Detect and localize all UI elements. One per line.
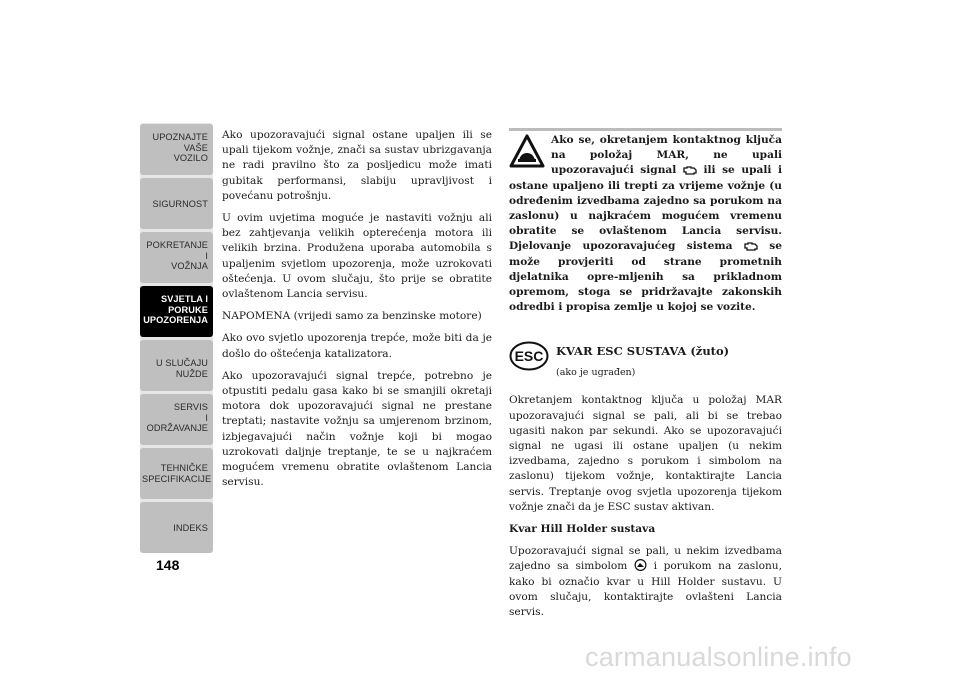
hill-holder-heading: Kvar Hill Holder sustava (509, 523, 656, 536)
warning-triangle-icon (509, 133, 545, 171)
paragraph-driving-conditions: U ovim uvjetima moguće je nastaviti vožnju ali bez zahtjevanja velikih opterećenja motora ili velikih brzina. Produžena uporaba automobila s upaljenim svjetlom upozorenja, može uzrokovati oštećenja. U ovom slučaju, što prije se obratite ovlaštenom Lancia servisu. (222, 212, 492, 301)
sidebar-tab-upoznajte-vaše-vozilo[interactable] (140, 124, 213, 175)
svg-text:ESC: ESC (514, 348, 544, 365)
sidebar-tab-label: VAŠE (183, 142, 208, 153)
page-number: 148 (156, 557, 180, 573)
sidebar-tab-label: PORUKE (168, 304, 208, 315)
sidebar-tab-label: INDEKS (173, 523, 208, 533)
left-column (222, 128, 492, 497)
esc-section-header (509, 341, 782, 393)
sidebar-tab-label: SIGURNOST (152, 199, 208, 209)
paragraph-injection-warning: Ako upozoravajući signal ostane upaljen ili se upali tijekom vožnje, znači sa sustav ubrizgavanja ne radi pravilno što za posljedicu može imati gubitak performansi, slabiju upravljivost i povećanu potrošnju. (222, 129, 492, 202)
sidebar-tab-label: VOŽNJA (171, 261, 208, 271)
paragraph-catalyst: Ako ovo svjetlo upozorenja trepće, može biti da je došlo do oštećenja katalizatora. (222, 332, 492, 360)
paragraph-esc-description: Okretanjem kontaktnog ključa u položaj MAR upozoravajući signal se pali, ali bi se trebao ugasiti nakon par sekundi. Ako se upozoravajući signal ne ugasi ili ostane upaljen (u nekim izvedbama, zajedno s porukom i simbolom na zaslonu) tijekom vožnje, kontaktirajte Lancia servis. Treptanje ovog svjetla upozorenja tijekom vožnje znači da je ESC sustav aktivan. (509, 394, 782, 513)
watermark-text: carmanualsonline.info (585, 642, 852, 672)
paragraph-flashing-signal: Ako upozoravajući signal trepće, potrebno je otpustiti pedalu gasa kako bi se smanjili okretaji motora dok upozoravajući signal ne prestane treptati; nastavite vožnju sa umjerenom brzinom, izbjegavajući način vožnje koji bi mogao uzrokovati daljnje treptanje, te se u najkraćem mogućem vremenu obratite ovlaštenom Lancia servisu. (222, 369, 492, 489)
sidebar-tab-label: SPECIFIKACIJE (142, 473, 212, 484)
right-column (509, 133, 782, 627)
sidebar-tab-label: ODRŽAVANJE (146, 423, 208, 433)
esc-section-subtitle: (ako je ugrađen) (556, 367, 636, 379)
sidebar-tab-servis-i-održavanje[interactable] (140, 394, 213, 445)
warning-divider (509, 128, 782, 131)
sidebar-tab-pokretanje-i-vožnja[interactable] (140, 232, 213, 283)
sidebar-tab-label: I (205, 250, 208, 261)
engine-icon (744, 241, 758, 251)
hill-holder-icon (634, 559, 647, 571)
sidebar-tab-label: POKRETANJE (146, 240, 208, 250)
sidebar-tab-label: TEHNIČKE (160, 463, 208, 473)
paragraph-note: NAPOMENA (vrijedi samo za benzinske motore) (222, 310, 482, 323)
sidebar-tab-label: I (205, 412, 208, 423)
sidebar-tab-label: UPOZNAJTE (152, 132, 208, 142)
sidebar-tab-indeks[interactable] (140, 502, 213, 553)
sidebar-tab-label: VOZILO (173, 153, 208, 163)
sidebar-tab-label: U SLUČAJU (156, 358, 208, 368)
sidebar-tab-label: SERVIS (173, 402, 208, 412)
sidebar-tab-u-slučaju-nužde[interactable] (140, 340, 213, 391)
engine-icon (683, 165, 697, 175)
esc-section-title: KVAR ESC SUSTAVA (žuto) (556, 344, 730, 359)
sidebar-tab-label: SVJETLA I (160, 294, 208, 304)
sidebar-tab-tehničke-specifikacije[interactable] (140, 448, 213, 499)
warning-box (509, 133, 782, 315)
sidebar-tab-label: UPOZORENJA (143, 315, 208, 325)
warning-text: Ako se, okretanjem kontaktnog ključa na položaj MAR, ne upali upozoravajući signal ili se upali i ostane upaljeno ili trepti za vrijeme vožnje (u određenim izvedbama zajedno sa porukom na zaslonu) u najkraćem mogućem vremenu obratite se ovlaštenom Lancia servisu. Djelovanje upozoravajućeg sistema se može provjeriti od strane prometnih djelatnika opre-mljenih sa prikladnom opremom, stoga se pridržavajte zakonskih odredbi i propisa zemlje u kojoj se vozite. (509, 134, 782, 314)
sidebar-tab-sigurnost[interactable] (140, 178, 213, 229)
sidebar-tab-label: NUŽDE (175, 368, 208, 379)
sidebar-tab-svjetla-i-poruke-upozorenja[interactable] (140, 286, 213, 337)
esc-icon (509, 341, 549, 371)
paragraph-hill-holder: Upozoravajući signal se pali, u nekim izvedbama zajedno sa simbolom i porukom na zaslonu, kako bi označio kvar u Hill Holder sustavu. U ovom slučaju, kontaktirajte ovlašteni Lancia servis. (509, 545, 782, 619)
